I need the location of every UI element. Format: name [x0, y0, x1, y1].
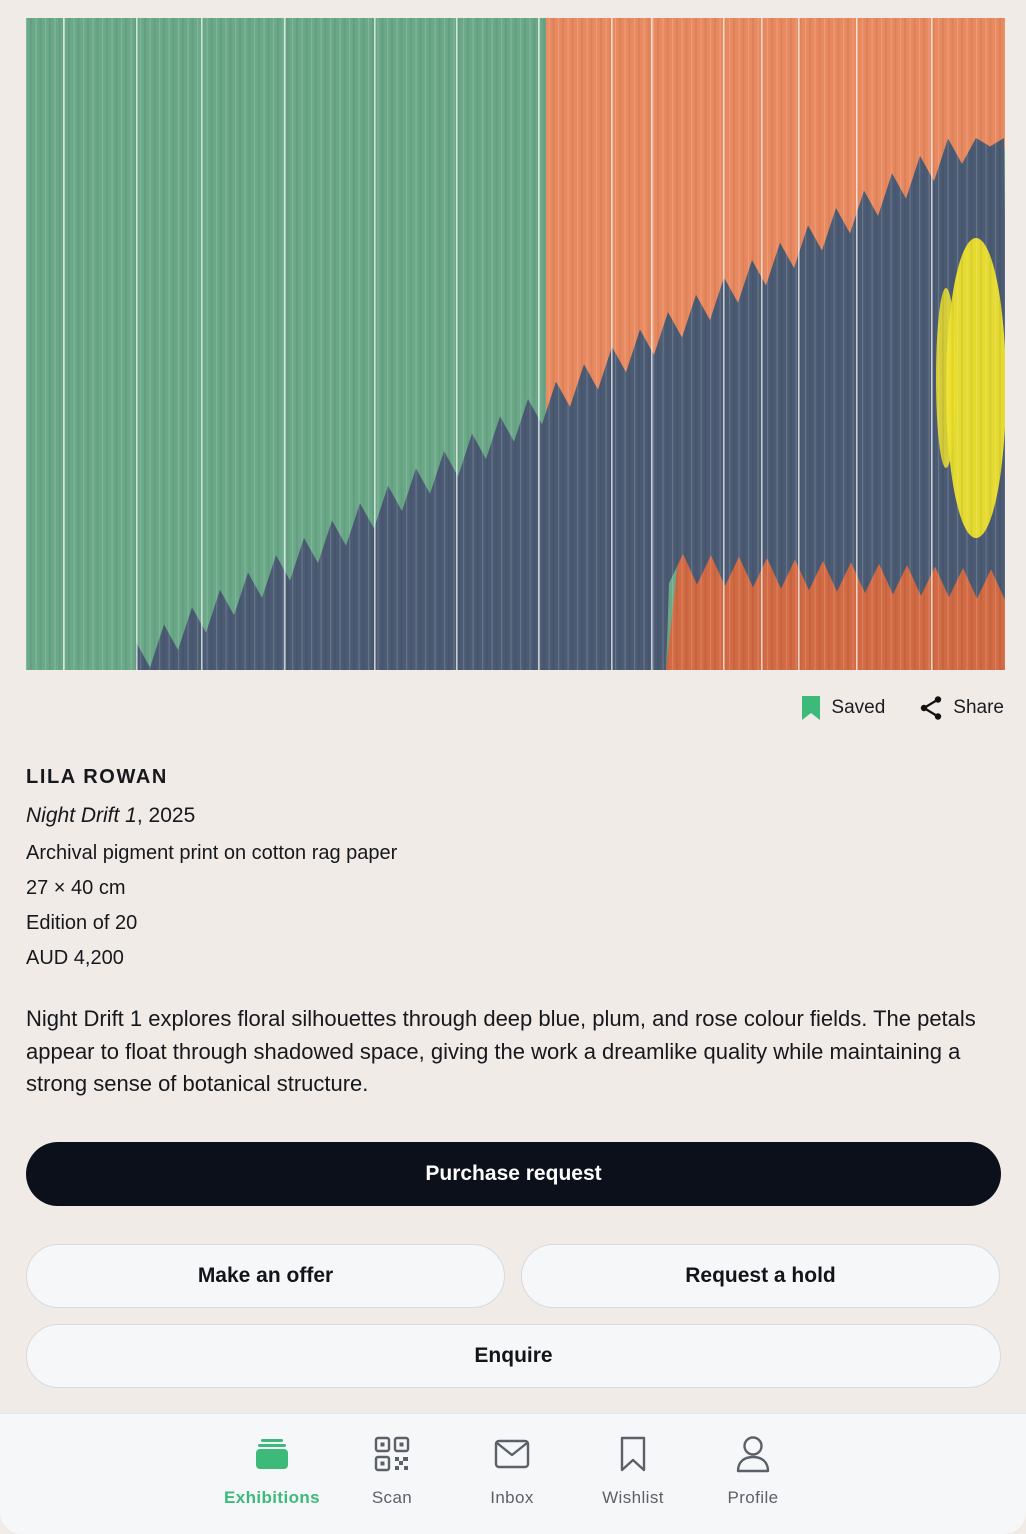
tab-scan-label: Scan [371, 1488, 413, 1507]
artist-name: LILA ROWAN [26, 766, 168, 788]
make-offer-button[interactable]: Make an offer [26, 1244, 505, 1308]
request-hold-button[interactable]: Request a hold [521, 1244, 1000, 1308]
bookmark-filled-icon [801, 695, 821, 721]
artwork-price: AUD 4,200 [26, 947, 124, 969]
artwork-dimensions: 27 × 40 cm [26, 877, 126, 899]
artwork-medium: Archival pigment print on cotton rag paper [26, 842, 398, 864]
saved-label: Saved [831, 697, 886, 718]
bookmark-icon [619, 1435, 647, 1473]
envelope-icon [494, 1439, 530, 1469]
share-icon [919, 695, 943, 721]
artwork-image[interactable] [26, 18, 1005, 670]
artwork-title: Night Drift 1 [26, 804, 137, 827]
share-label: Share [953, 697, 1004, 718]
tab-inbox-label: Inbox [490, 1488, 534, 1507]
bottom-tab-bar [0, 1413, 1026, 1534]
tab-exhibitions[interactable] [217, 1434, 327, 1514]
tab-profile-label: Profile [727, 1488, 779, 1507]
artwork-title-line [26, 804, 195, 828]
purchase-request-button[interactable]: Purchase request [26, 1142, 1001, 1206]
person-icon [735, 1435, 771, 1473]
exhibitions-icon [255, 1438, 289, 1470]
tab-wishlist-label: Wishlist [602, 1488, 664, 1507]
tab-wishlist[interactable] [578, 1434, 688, 1514]
enquire-button[interactable]: Enquire [26, 1324, 1001, 1388]
artwork-actions [801, 690, 1004, 726]
artwork-canvas [26, 18, 1005, 670]
tab-scan[interactable] [337, 1434, 447, 1514]
qr-code-icon [374, 1436, 410, 1472]
tab-inbox[interactable] [457, 1434, 567, 1514]
artwork-edition: Edition of 20 [26, 912, 138, 934]
saved-button[interactable] [801, 695, 885, 721]
artwork-year: , 2025 [136, 804, 196, 827]
tab-profile[interactable] [698, 1434, 808, 1514]
tab-exhibitions-label: Exhibitions [223, 1488, 321, 1507]
share-button[interactable] [919, 695, 1004, 721]
artwork-description: Night Drift 1 explores floral silhouettes through deep blue, plum, and rose colour fields. The petals appear to float through shadowed space, giving the work a dreamlike quality while maintaining a strong sense of botanical structure. [26, 1006, 976, 1096]
